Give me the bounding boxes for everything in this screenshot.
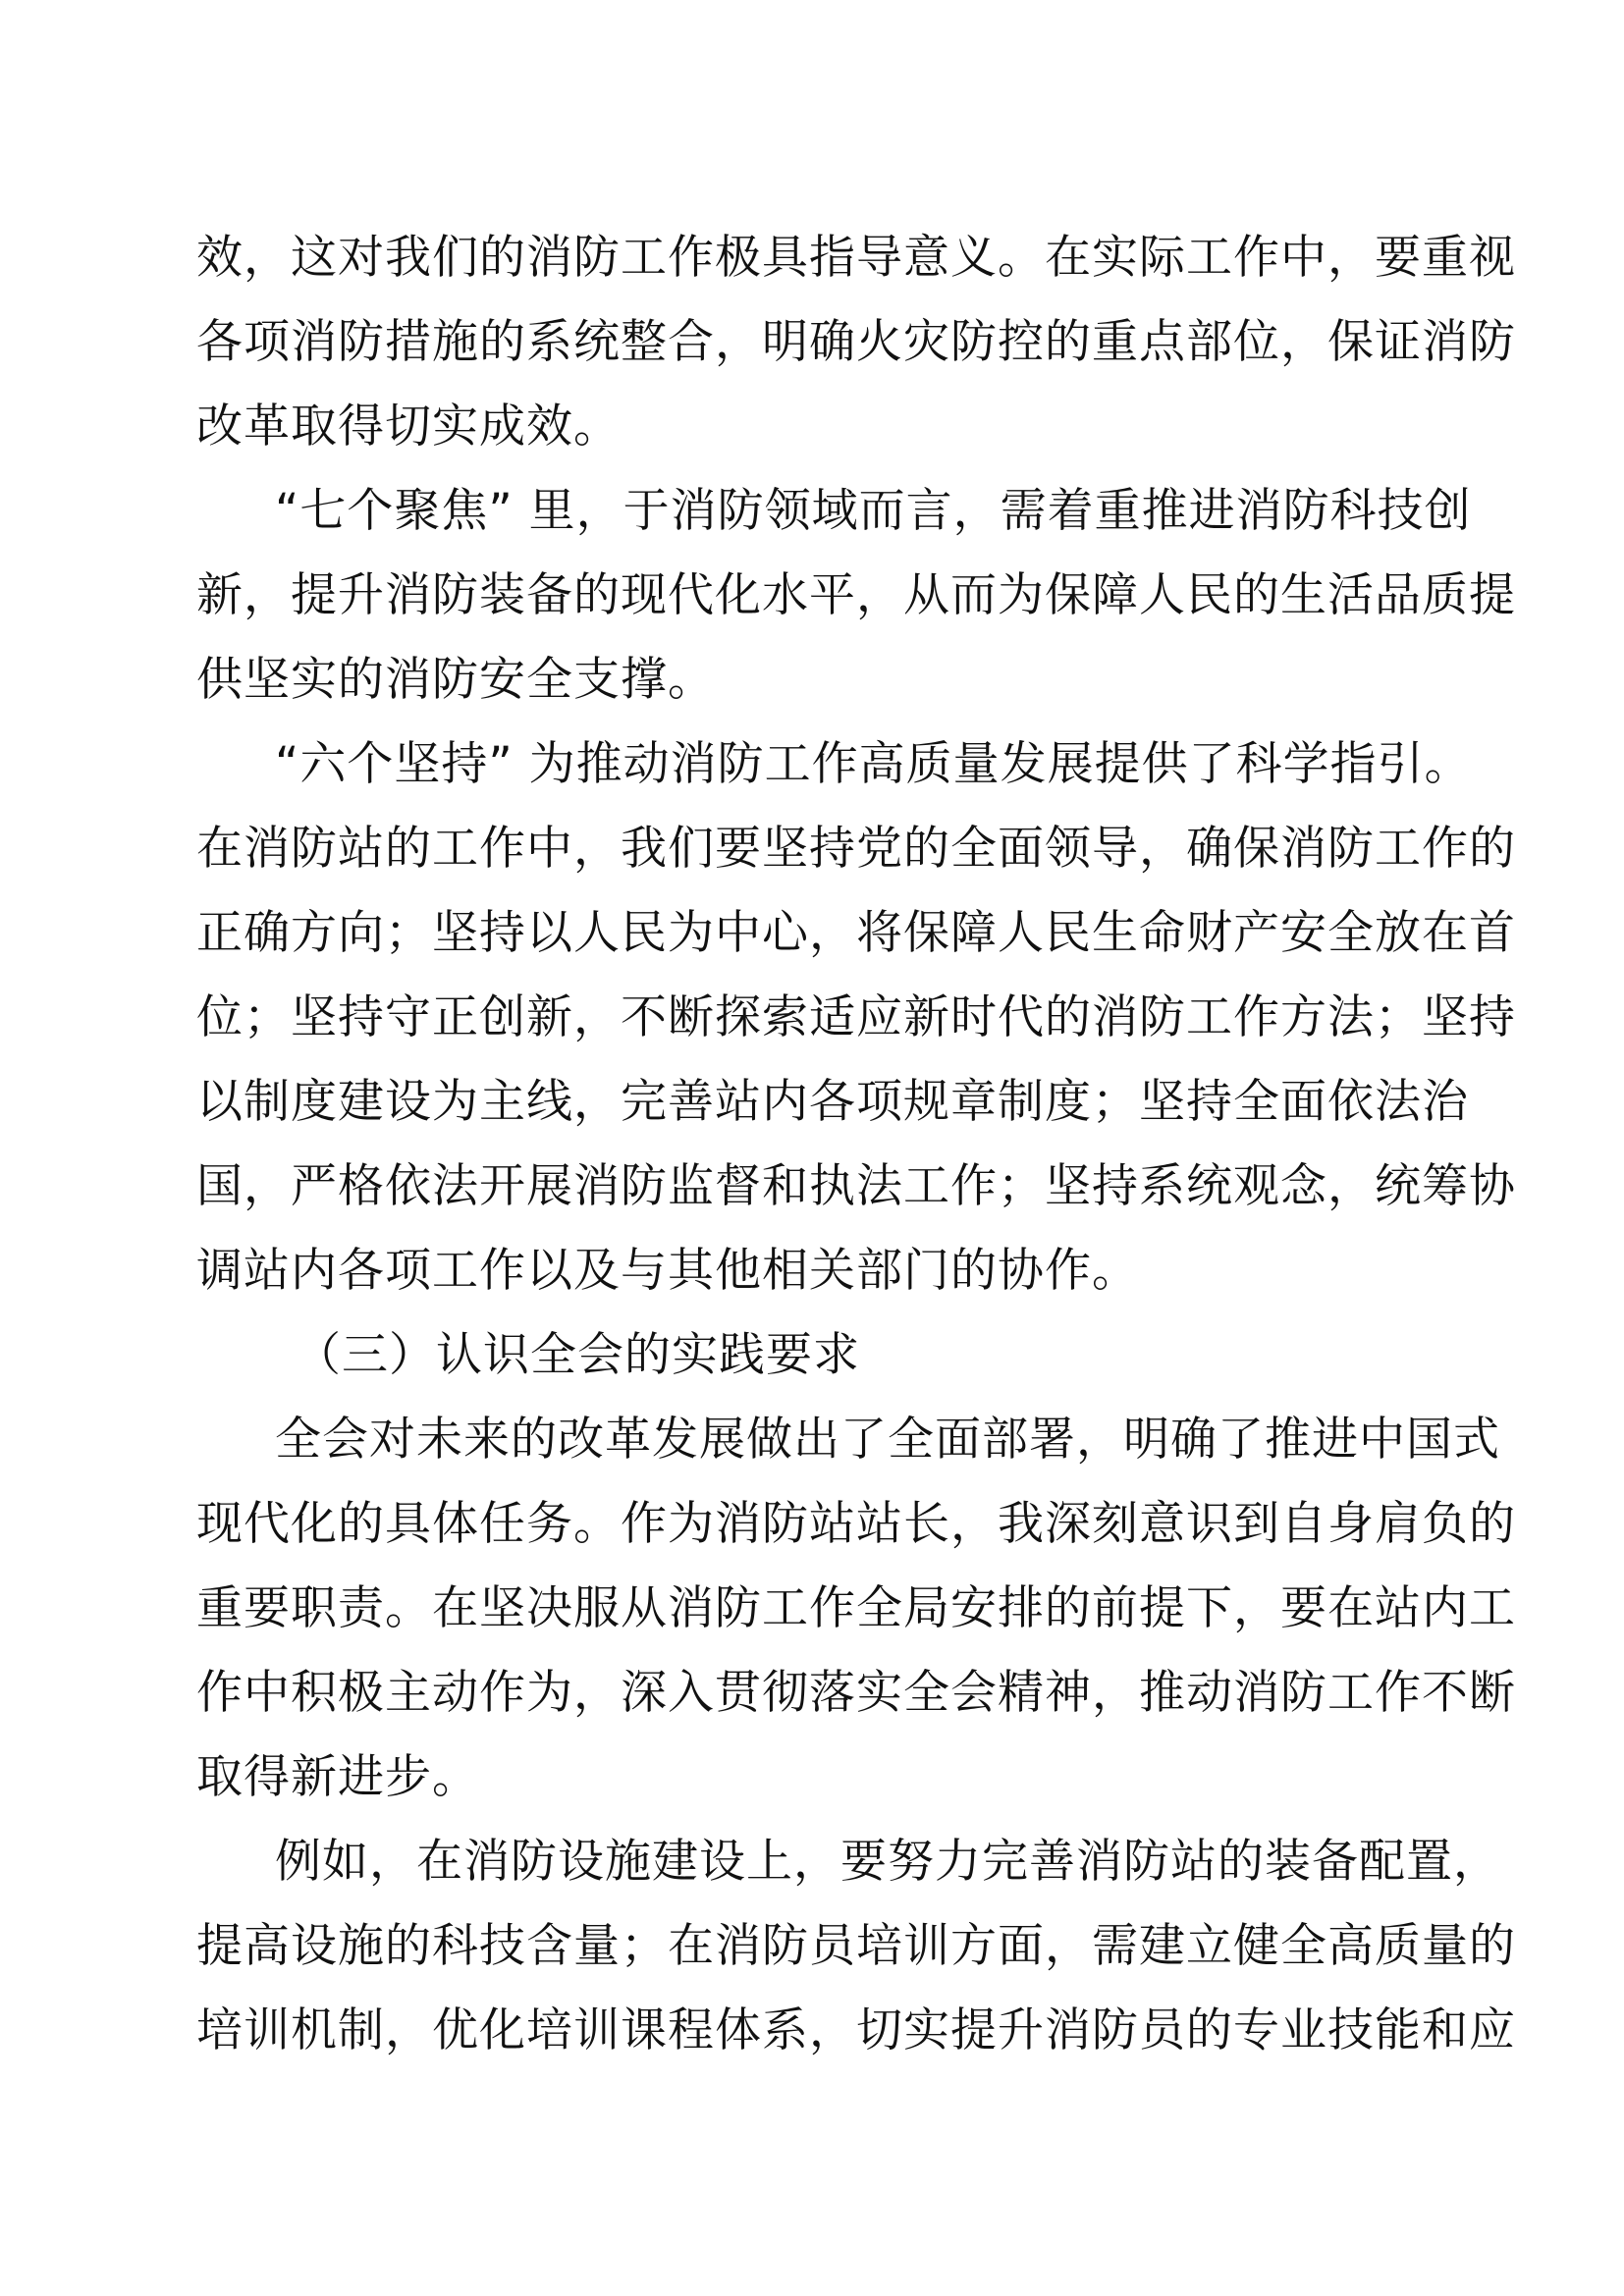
text-line-18: 作中积极主动作为，深入贯彻落实全会精神，推动消防工作不断	[196, 1666, 1516, 1720]
text-line-5: 新，提升消防装备的现代化水平，从而为保障人民的生活品质提	[196, 568, 1516, 622]
text-line-7: “六个坚持” 为推动消防工作高质量发展提供了科学指引。	[275, 737, 1472, 791]
text-line-17: 重要职责。在坚决服从消防工作全局安排的前提下，要在站内工	[196, 1581, 1516, 1635]
text-line-2: 各项消防措施的系统整合，明确火灾防控的重点部位，保证消防	[196, 315, 1516, 369]
text-line-21: 提高设施的科技含量；在消防员培训方面，需建立健全高质量的	[196, 1919, 1516, 1973]
text-line-13: 调站内各项工作以及与其他相关部门的协作。	[196, 1244, 1139, 1298]
text-line-6: 供坚实的消防安全支撑。	[196, 653, 715, 707]
text-line-15: 全会对未来的改革发展做出了全面部署，明确了推进中国式	[275, 1413, 1500, 1467]
text-line-3: 改革取得切实成效。	[196, 400, 621, 454]
text-line-1: 效，这对我们的消防工作极具指导意义。在实际工作中，要重视	[196, 231, 1516, 285]
text-line-20: 例如，在消防设施建设上，要努力完善消防站的装备配置，	[275, 1835, 1500, 1889]
text-line-22: 培训机制，优化培训课程体系，切实提升消防员的专业技能和应	[196, 2003, 1516, 2057]
text-line-11: 以制度建设为主线，完善站内各项规章制度；坚持全面依法治	[196, 1075, 1469, 1129]
text-line-19: 取得新进步。	[196, 1750, 479, 1804]
text-line-10: 位；坚持守正创新，不断探索适应新时代的消防工作方法；坚持	[196, 990, 1516, 1044]
text-line-12: 国，严格依法开展消防监督和执法工作；坚持系统观念，统筹协	[196, 1159, 1516, 1213]
text-line-16: 现代化的具体任务。作为消防站站长，我深刻意识到自身肩负的	[196, 1497, 1516, 1551]
section-heading: （三）认识全会的实践要求	[295, 1328, 860, 1382]
text-line-9: 正确方向；坚持以人民为中心，将保障人民生命财产安全放在首	[196, 906, 1516, 960]
text-line-8: 在消防站的工作中，我们要坚持党的全面领导，确保消防工作的	[196, 822, 1516, 876]
text-line-4: “七个聚焦” 里，于消防领域而言，需着重推进消防科技创	[275, 484, 1472, 538]
